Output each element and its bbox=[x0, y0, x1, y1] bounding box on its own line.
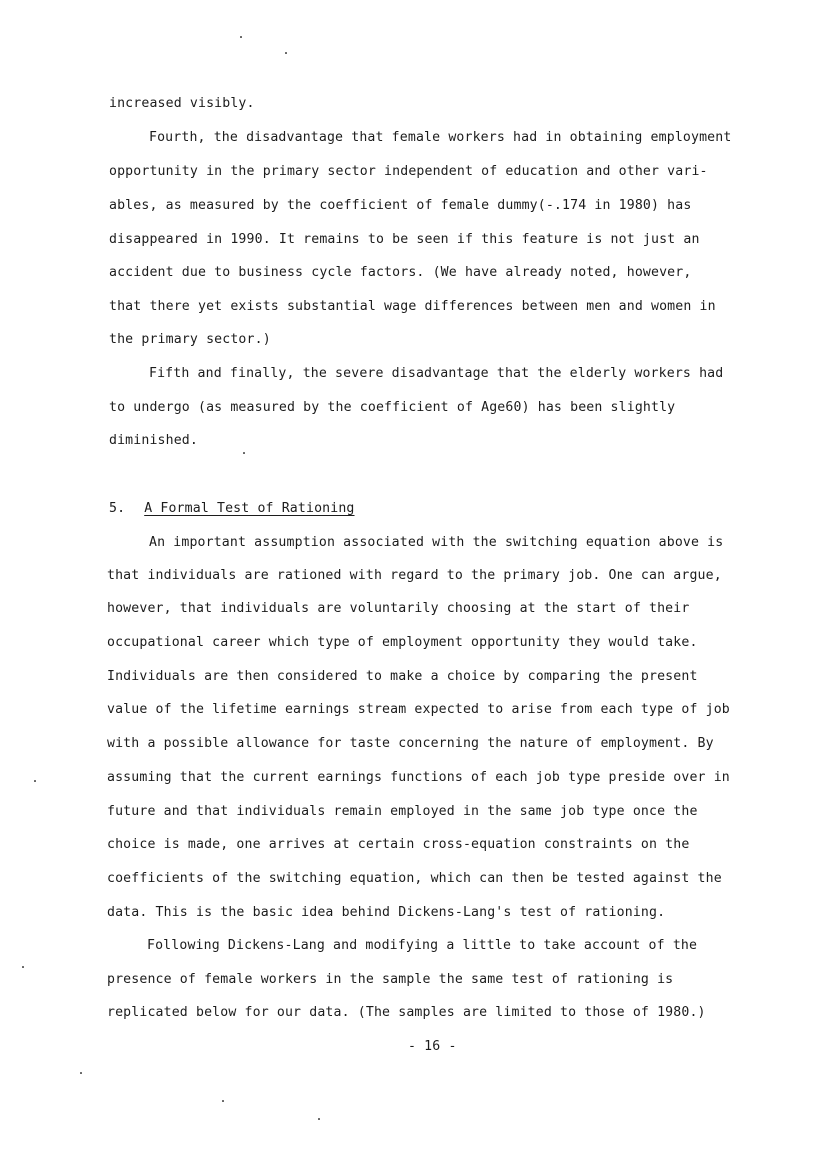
text-line: assuming that the current earnings functions of each job type preside over in bbox=[107, 770, 730, 785]
text-line: coefficients of the switching equation, which can then be tested against the bbox=[107, 871, 722, 886]
text-line: accident due to business cycle factors. (We have already noted, however, bbox=[109, 265, 692, 280]
section-title: A Formal Test of Rationing bbox=[144, 501, 355, 516]
scan-speck bbox=[222, 1100, 224, 1102]
text-line: diminished. bbox=[109, 433, 198, 448]
text-line: Fifth and finally, the severe disadvantage that the elderly workers had bbox=[149, 366, 724, 381]
section-heading bbox=[109, 502, 355, 515]
text-line: future and that individuals remain employed in the same job type once the bbox=[107, 804, 698, 819]
text-line: replicated below for our data. (The samples are limited to those of 1980.) bbox=[107, 1005, 706, 1020]
scan-speck bbox=[80, 1072, 82, 1074]
scan-speck bbox=[285, 52, 287, 54]
section-number: 5. bbox=[109, 501, 126, 516]
scan-speck bbox=[318, 1118, 320, 1120]
text-line: Following Dickens-Lang and modifying a little to take account of the bbox=[147, 938, 698, 953]
text-line: increased visibly. bbox=[109, 96, 255, 111]
text-line: ables, as measured by the coefficient of female dummy(-.174 in 1980) has bbox=[109, 198, 692, 213]
scan-speck bbox=[22, 966, 24, 968]
scan-speck bbox=[34, 780, 36, 782]
text-line: data. This is the basic idea behind Dickens-Lang's test of rationing. bbox=[107, 905, 666, 920]
scan-speck bbox=[240, 36, 242, 38]
text-line: An important assumption associated with the switching equation above is bbox=[149, 535, 724, 550]
text-line: value of the lifetime earnings stream expected to arise from each type of job bbox=[107, 702, 730, 717]
text-line: disappeared in 1990. It remains to be seen if this feature is not just an bbox=[109, 232, 700, 247]
scan-speck bbox=[243, 452, 245, 454]
text-line: that there yet exists substantial wage differences between men and women in bbox=[109, 299, 716, 314]
text-line: that individuals are rationed with regard to the primary job. One can argue, bbox=[107, 568, 722, 583]
text-line: choice is made, one arrives at certain cross-equation constraints on the bbox=[107, 837, 690, 852]
text-line: occupational career which type of employment opportunity they would take. bbox=[107, 635, 698, 650]
text-line: Individuals are then considered to make a choice by comparing the present bbox=[107, 669, 698, 684]
text-line: the primary sector.) bbox=[109, 332, 271, 347]
text-line: presence of female workers in the sample the same test of rationing is bbox=[107, 972, 674, 987]
text-line: with a possible allowance for taste concerning the nature of employment. By bbox=[107, 736, 714, 751]
text-line: Fourth, the disadvantage that female workers had in obtaining employment bbox=[149, 130, 732, 145]
text-line: to undergo (as measured by the coefficient of Age60) has been slightly bbox=[109, 400, 676, 415]
text-line: however, that individuals are voluntarily choosing at the start of their bbox=[107, 601, 690, 616]
page-number: - 16 - bbox=[408, 1039, 457, 1054]
text-line: opportunity in the primary sector independent of education and other vari- bbox=[109, 164, 708, 179]
